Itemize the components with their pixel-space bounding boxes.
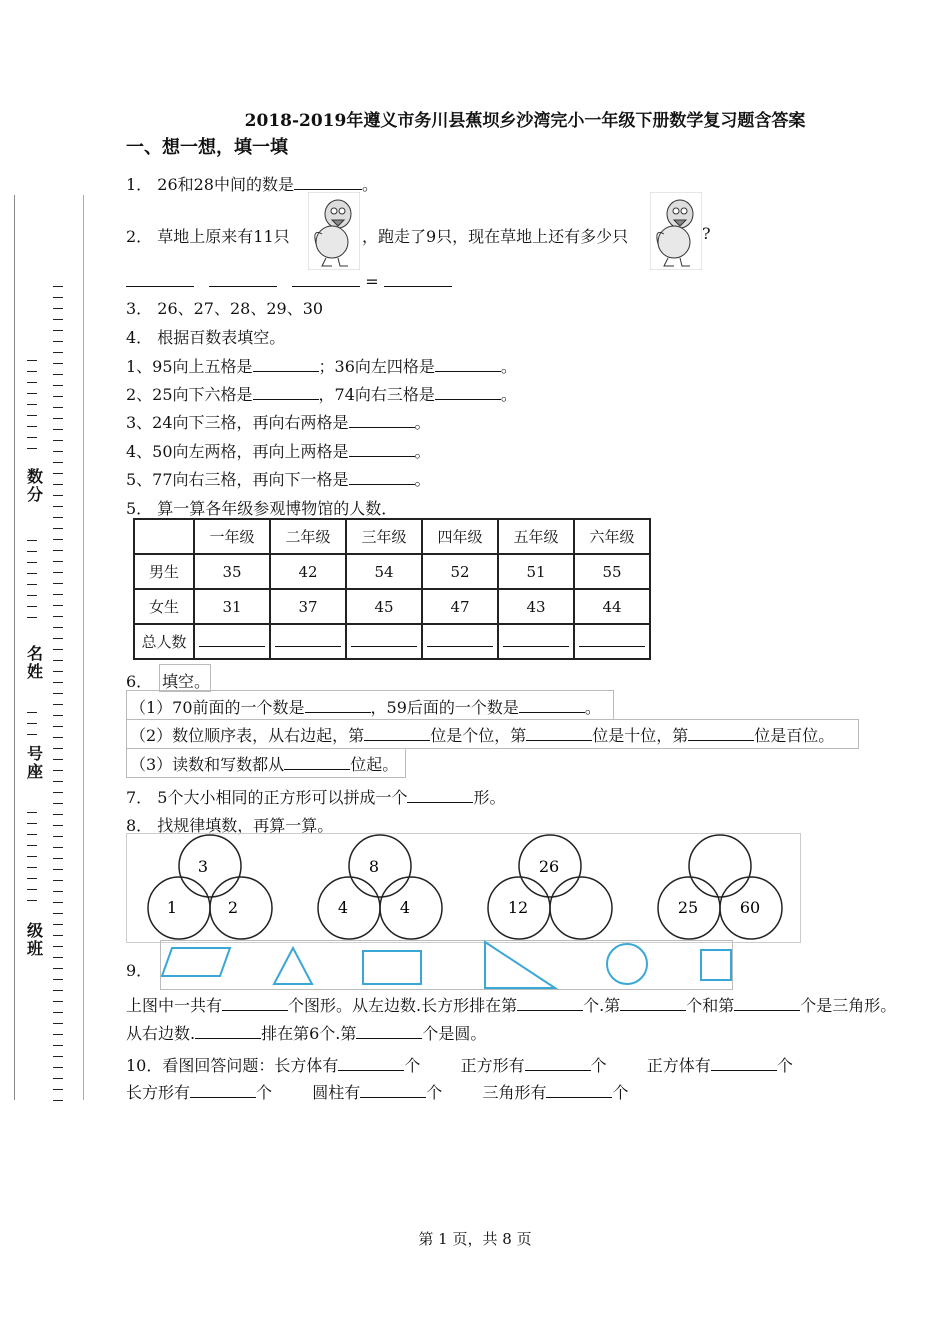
- answer-blank[interactable]: [364, 726, 430, 741]
- shapes-row: [160, 940, 734, 990]
- table-header: 四年级: [422, 519, 498, 554]
- answer-blank[interactable]: [209, 272, 277, 287]
- table-cell: 52: [422, 554, 498, 589]
- answer-blank[interactable]: [190, 1083, 256, 1098]
- table-cell: 55: [574, 554, 650, 589]
- table-cell: 47: [422, 589, 498, 624]
- answer-blank[interactable]: [620, 996, 686, 1011]
- total-answer-cell[interactable]: [346, 624, 422, 659]
- circle-group-1: [148, 835, 272, 939]
- table-cell: 35: [194, 554, 270, 589]
- triangle-shape: [274, 948, 312, 984]
- total-answer-cell[interactable]: [498, 624, 574, 659]
- margin-label-name: 名姓: [26, 644, 43, 681]
- answer-blank[interactable]: [734, 996, 800, 1011]
- table-cell: 54: [346, 554, 422, 589]
- page-footer: 第 1 页，共 8 页: [418, 1230, 532, 1248]
- total-answer-cell[interactable]: [422, 624, 498, 659]
- table-cell: 51: [498, 554, 574, 589]
- question-2-end: ?: [702, 224, 711, 243]
- circle-left: 1: [166, 898, 178, 917]
- margin-label-class: 级班: [26, 921, 43, 958]
- answer-blank[interactable]: [349, 413, 415, 428]
- table-header: 二年级: [270, 519, 346, 554]
- table-cell: 45: [346, 589, 422, 624]
- table-cell: 43: [498, 589, 574, 624]
- answer-blank[interactable]: [222, 996, 288, 1011]
- table-header: 三年级: [346, 519, 422, 554]
- answer-blank[interactable]: [688, 726, 754, 741]
- answer-blank[interactable]: [349, 470, 415, 485]
- margin-label-seat: 号座: [26, 744, 43, 781]
- parallelogram-shape: [162, 948, 230, 976]
- answer-blank[interactable]: [292, 272, 360, 287]
- square-shape: [701, 950, 731, 980]
- answer-blank[interactable]: [195, 1024, 261, 1039]
- question-9-line-1: 上图中一共有 个图形。从左边数.长方形排在第 个.第 个和第 个是三角形。: [126, 996, 897, 1015]
- circle-group-4: [658, 835, 782, 939]
- question-6-part-2: （2）数位顺序表，从右边起，第 位是个位，第 位是十位，第 位是百位。: [130, 726, 835, 745]
- rectangle-shape: [363, 951, 421, 984]
- answer-blank[interactable]: [253, 357, 319, 372]
- question-4-item: 1、95向上五格是 ；36向左四格是 。: [126, 357, 517, 376]
- answer-blank[interactable]: [126, 272, 194, 287]
- table-cell: 42: [270, 554, 346, 589]
- circle-group-2: [318, 835, 442, 939]
- answer-blank[interactable]: [294, 175, 362, 190]
- answer-blank[interactable]: [356, 1024, 422, 1039]
- circle-top: 3: [197, 857, 209, 876]
- museum-visitors-table: [133, 518, 651, 660]
- duck-icon: [308, 192, 360, 270]
- table-header: 一年级: [194, 519, 270, 554]
- answer-blank[interactable]: [284, 755, 350, 770]
- question-10-line-2: 长方形有 个 圆柱有 个 三角形有 个: [126, 1083, 629, 1102]
- question-1: 1． 26和28中间的数是 。: [126, 175, 379, 194]
- answer-blank[interactable]: [407, 788, 473, 803]
- question-9-number: 9．: [126, 961, 153, 980]
- question-2-middle: ，跑走了9只，现在草地上还有多少只: [362, 227, 629, 246]
- circle-right: 2: [227, 898, 239, 917]
- table-row: [134, 554, 650, 589]
- circle-left: 4: [337, 898, 349, 917]
- row-label: 女生: [134, 589, 194, 624]
- margin-dashes-4: [27, 712, 39, 745]
- question-4: 4． 根据百数表填空。: [126, 328, 286, 347]
- table-cell: 44: [574, 589, 650, 624]
- answer-blank[interactable]: [360, 1083, 426, 1098]
- question-10-line-1: 10．看图回答问题：长方体有 个 正方形有 个 正方体有 个: [126, 1056, 793, 1075]
- table-cell: 31: [194, 589, 270, 624]
- answer-blank[interactable]: [711, 1056, 777, 1071]
- duck-icon: [650, 192, 702, 270]
- table-row: [134, 624, 650, 659]
- row-label: 总人数: [134, 624, 194, 659]
- question-4-item: 3、24向下三格，再向右两格是 。: [126, 413, 431, 432]
- question-2-answer-line: =: [126, 272, 452, 291]
- total-answer-cell[interactable]: [270, 624, 346, 659]
- circle-left: 12: [507, 898, 529, 917]
- table-row: [134, 589, 650, 624]
- question-6-number: 6．: [126, 672, 153, 691]
- section-heading: 一、想一想，填一填: [126, 137, 288, 158]
- question-2: 2． 草地上原来有11只: [126, 227, 290, 246]
- question-7: 7． 5个大小相同的正方形可以拼成一个 形。: [126, 788, 506, 807]
- answer-blank[interactable]: [338, 1056, 404, 1071]
- table-header: [134, 519, 194, 554]
- right-triangle-shape: [485, 942, 555, 988]
- table-header: 六年级: [574, 519, 650, 554]
- margin-dashes-1: [53, 286, 65, 1111]
- answer-blank[interactable]: [384, 272, 452, 287]
- circle-top: 26: [538, 857, 560, 876]
- margin-dashes-3: [27, 540, 39, 628]
- answer-blank[interactable]: [526, 726, 592, 741]
- circle-right: 4: [399, 898, 411, 917]
- answer-blank[interactable]: [253, 385, 319, 400]
- answer-blank[interactable]: [525, 1056, 591, 1071]
- question-8: 8． 找规律填数，再算一算。: [126, 816, 334, 835]
- page-title: 2018-2019年遵义市务川县蕉坝乡沙湾完小一年级下册数学复习题含答案: [244, 111, 806, 131]
- margin-dashes-5: [27, 812, 39, 911]
- row-label: 男生: [134, 554, 194, 589]
- question-4-item: 2、25向下六格是 ，74向右三格是 。: [126, 385, 517, 404]
- table-cell: 37: [270, 589, 346, 624]
- question-5: 5． 算一算各年级参观博物馆的人数．: [126, 499, 398, 518]
- margin-line: [14, 195, 15, 1100]
- question-6-part-3: （3）读数和写数都从 位起。: [130, 755, 399, 774]
- total-answer-cell[interactable]: [574, 624, 650, 659]
- circle-top: 8: [368, 857, 380, 876]
- answer-blank[interactable]: [305, 698, 371, 713]
- circle-left: 25: [677, 898, 699, 917]
- question-6-part-1: （1）70前面的一个数是 ，59后面的一个数是 。: [130, 698, 601, 717]
- circle-right: 60: [739, 898, 761, 917]
- question-4-item: 4、50向左两格，再向上两格是 。: [126, 442, 431, 461]
- margin-line-inner: [83, 195, 84, 1100]
- total-answer-cell[interactable]: [194, 624, 270, 659]
- table-header: 五年级: [498, 519, 574, 554]
- question-6: 填空。: [162, 672, 211, 691]
- question-4-item: 5、77向右三格，再向下一格是 。: [126, 470, 431, 489]
- circle-group-3: [488, 835, 612, 939]
- answer-blank[interactable]: [435, 357, 501, 372]
- table-header-row: [134, 519, 650, 554]
- margin-label-score: 数分: [26, 467, 43, 504]
- margin-dashes-2: [27, 360, 39, 459]
- answer-blank[interactable]: [519, 698, 585, 713]
- circle-groups: [126, 833, 799, 941]
- answer-blank[interactable]: [546, 1083, 612, 1098]
- circle-shape: [607, 944, 647, 984]
- answer-blank[interactable]: [349, 442, 415, 457]
- answer-blank[interactable]: [435, 385, 501, 400]
- answer-blank[interactable]: [517, 996, 583, 1011]
- question-9-line-2: 从右边数. 排在第6个.第 个是圆。: [126, 1024, 487, 1043]
- question-3: 3． 26、27、28、29、30: [126, 299, 324, 318]
